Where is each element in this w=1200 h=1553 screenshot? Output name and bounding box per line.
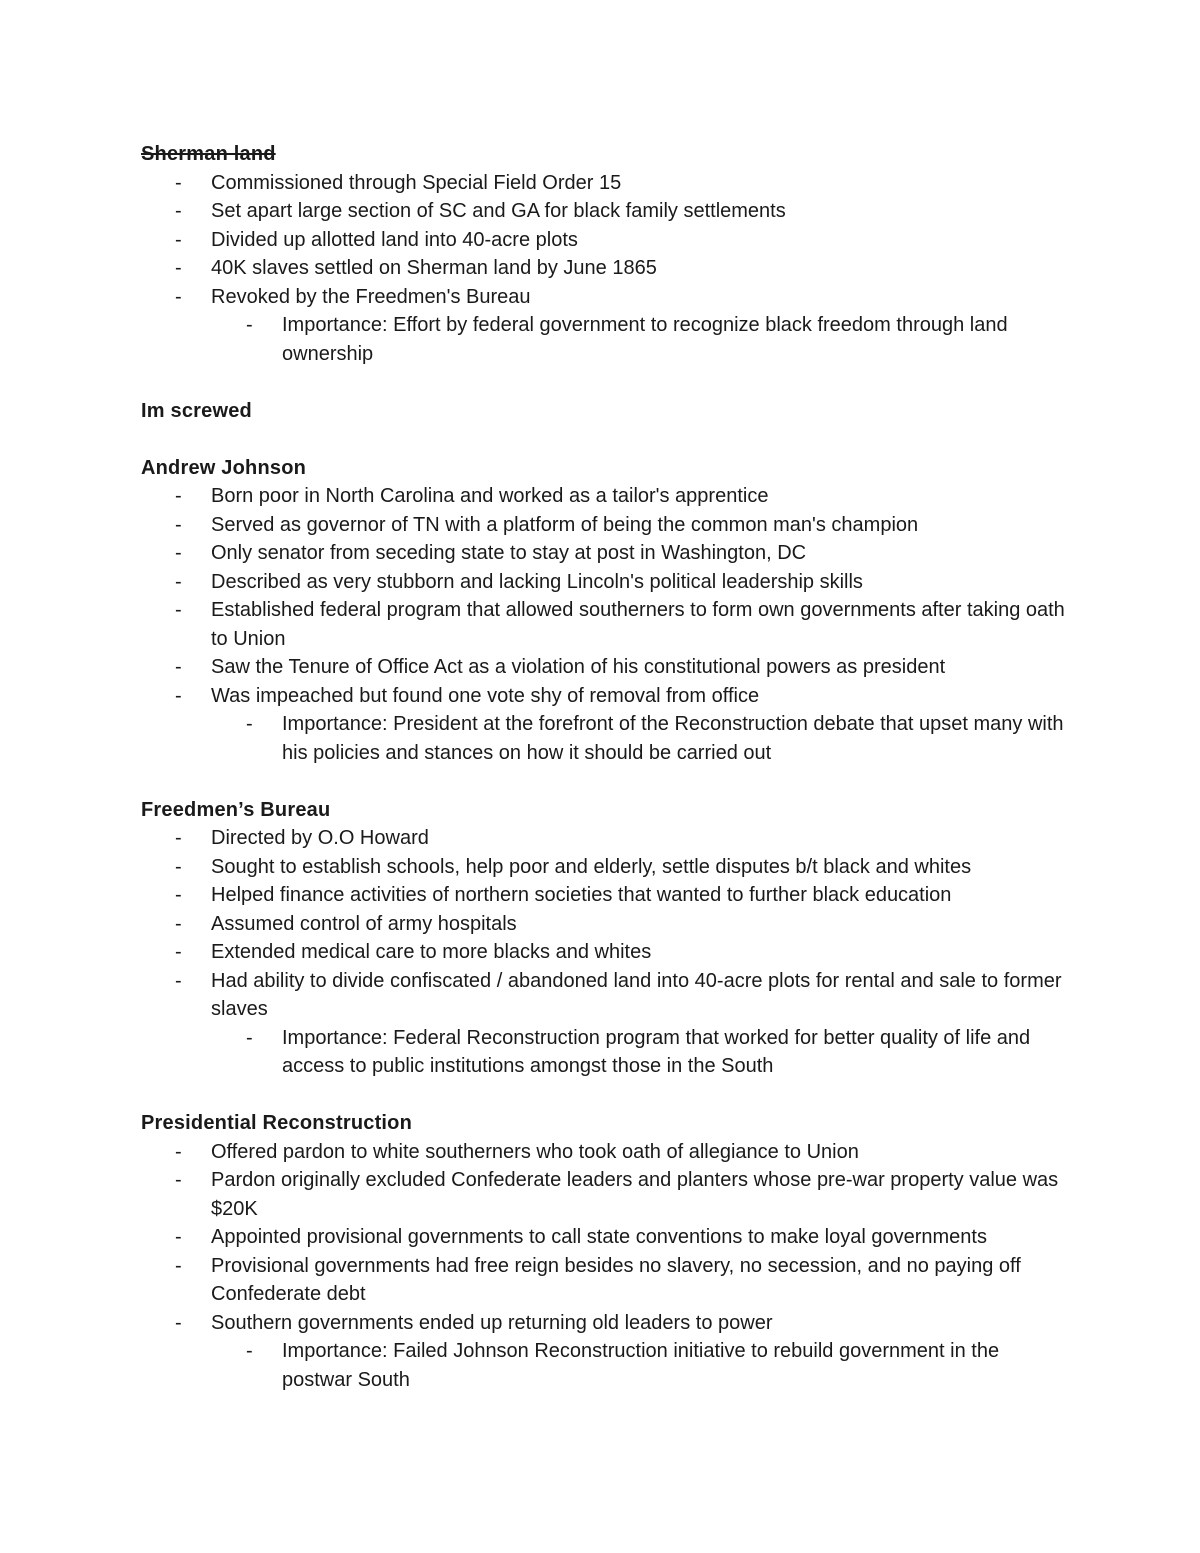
list-item <box>141 938 1071 967</box>
section-spacer <box>141 767 1071 796</box>
bullet-dash: - <box>175 855 182 878</box>
importance-text: Importance: Failed Johnson Reconstruction initiative to rebuild government in the postwar South <box>282 1340 1000 1391</box>
bullet-dash: - <box>175 200 182 222</box>
bullet-dash: - <box>175 171 182 194</box>
list-item <box>141 226 1071 255</box>
importance-text: Importance: Effort by federal government to recognize black freedom through land ownership <box>282 314 1008 365</box>
section-presidential-reconstruction <box>141 1109 1071 1394</box>
list-item-text: Offered pardon to white southerners who took oath of allegiance to Union <box>211 1140 859 1163</box>
bullet-dash: - <box>175 684 182 707</box>
bullet-dash: - <box>175 599 182 621</box>
sub-list-item <box>141 311 1071 368</box>
list-item <box>141 824 1071 853</box>
list-item-text: Sought to establish schools, help poor and elderly, settle disputes b/t black and whites <box>211 855 972 878</box>
section-freedmens-bureau <box>141 796 1071 1081</box>
section-heading: Andrew Johnson <box>141 456 307 479</box>
list-item-text: Assumed control of army hospitals <box>211 912 517 935</box>
sub-list-item <box>141 1337 1071 1394</box>
bullet-dash: - <box>175 542 182 564</box>
list-item-text: Described as very stubborn and lacking Lincoln's political leadership skills <box>211 570 863 593</box>
list-item <box>141 482 1071 511</box>
bullet-list <box>141 824 1071 1081</box>
section-heading: Freedmen’s Bureau <box>141 798 331 821</box>
list-item <box>141 1309 1071 1338</box>
bullet-dash: - <box>246 1340 253 1362</box>
bullet-dash: - <box>175 884 182 906</box>
bullet-dash: - <box>175 1169 182 1191</box>
list-item-text: Set apart large section of SC and GA for black family settlements <box>211 200 786 222</box>
list-item-text: Pardon originally excluded Confederate leaders and planters whose pre-war property value was $20K <box>211 1169 1059 1220</box>
sub-list-item <box>141 710 1071 767</box>
section-heading: Im screwed <box>141 399 252 422</box>
document-page <box>141 140 1071 1394</box>
sub-list-item <box>141 1024 1071 1081</box>
bullet-dash: - <box>175 285 182 308</box>
list-item <box>141 596 1071 653</box>
bullet-dash: - <box>175 656 182 678</box>
list-item-text: Directed by O.O Howard <box>211 827 429 849</box>
bullet-dash: - <box>175 1311 182 1334</box>
list-item-text: Helped finance activities of northern societies that wanted to further black education <box>211 884 952 906</box>
list-item <box>141 254 1071 283</box>
list-item <box>141 511 1071 540</box>
bullet-dash: - <box>175 570 182 593</box>
section-spacer <box>141 368 1071 397</box>
bullet-dash: - <box>175 827 182 849</box>
list-item <box>141 1223 1071 1252</box>
list-item-text: Appointed provisional governments to call state conventions to make loyal governments <box>211 1226 987 1248</box>
bullet-dash: - <box>246 1026 253 1049</box>
list-item-text: Saw the Tenure of Office Act as a violation of his constitutional powers as president <box>211 656 946 678</box>
list-item-text: Divided up allotted land into 40-acre plots <box>211 228 578 251</box>
list-item <box>141 1252 1071 1309</box>
bullet-list <box>141 169 1071 369</box>
list-item-text: Revoked by the Freedmen's Bureau <box>211 285 531 308</box>
bullet-dash: - <box>175 257 182 279</box>
section-spacer <box>141 1081 1071 1110</box>
section-andrew-johnson <box>141 454 1071 768</box>
bullet-dash: - <box>175 228 182 251</box>
section-sherman-land <box>141 140 1071 368</box>
list-item <box>141 539 1071 568</box>
section-im-screwed <box>141 397 1071 426</box>
bullet-dash: - <box>246 713 253 735</box>
list-item <box>141 1166 1071 1223</box>
bullet-dash: - <box>175 941 182 963</box>
list-item-text: Served as governor of TN with a platform of being the common man's champion <box>211 513 919 536</box>
list-item-text: Established federal program that allowed southerners to form own governments after taking oath to Union <box>211 599 1065 650</box>
section-heading: Presidential Reconstruction <box>141 1112 413 1134</box>
bullet-dash: - <box>175 912 182 935</box>
bullet-dash: - <box>175 1226 182 1248</box>
bullet-list <box>141 1138 1071 1395</box>
list-item-text: Provisional governments had free reign besides no slavery, no secession, and no paying off Confederate debt <box>211 1254 1021 1305</box>
bullet-dash: - <box>246 314 253 336</box>
list-item-text: Extended medical care to more blacks and whites <box>211 941 652 963</box>
list-item <box>141 568 1071 597</box>
list-item-text: Only senator from seceding state to stay at post in Washington, DC <box>211 542 807 564</box>
list-item <box>141 197 1071 226</box>
section-spacer <box>141 425 1071 454</box>
list-item-text: Commissioned through Special Field Order 15 <box>211 171 622 194</box>
bullet-dash: - <box>175 969 182 992</box>
list-item <box>141 653 1071 682</box>
list-item-text: Had ability to divide confiscated / abandoned land into 40-acre plots for rental and sale to former slaves <box>211 969 1062 1020</box>
section-heading: Sherman land <box>141 143 276 165</box>
list-item-text: Southern governments ended up returning old leaders to power <box>211 1311 773 1334</box>
list-item <box>141 910 1071 939</box>
bullet-dash: - <box>175 513 182 536</box>
list-item <box>141 881 1071 910</box>
bullet-dash: - <box>175 1140 182 1163</box>
list-item-text: Was impeached but found one vote shy of removal from office <box>211 684 760 707</box>
list-item <box>141 967 1071 1024</box>
list-item <box>141 283 1071 312</box>
importance-text: Importance: President at the forefront of the Reconstruction debate that upset many with his policies and stances on how it should be carried out <box>282 713 1064 764</box>
list-item <box>141 853 1071 882</box>
list-item-text: 40K slaves settled on Sherman land by June 1865 <box>211 257 657 279</box>
bullet-dash: - <box>175 485 182 507</box>
list-item <box>141 169 1071 198</box>
bullet-dash: - <box>175 1254 182 1277</box>
importance-text: Importance: Federal Reconstruction program that worked for better quality of life and access to public institutions amongst those in the South <box>282 1026 1031 1077</box>
bullet-list <box>141 482 1071 767</box>
list-item <box>141 1138 1071 1167</box>
list-item <box>141 682 1071 711</box>
list-item-text: Born poor in North Carolina and worked as a tailor's apprentice <box>211 485 769 507</box>
